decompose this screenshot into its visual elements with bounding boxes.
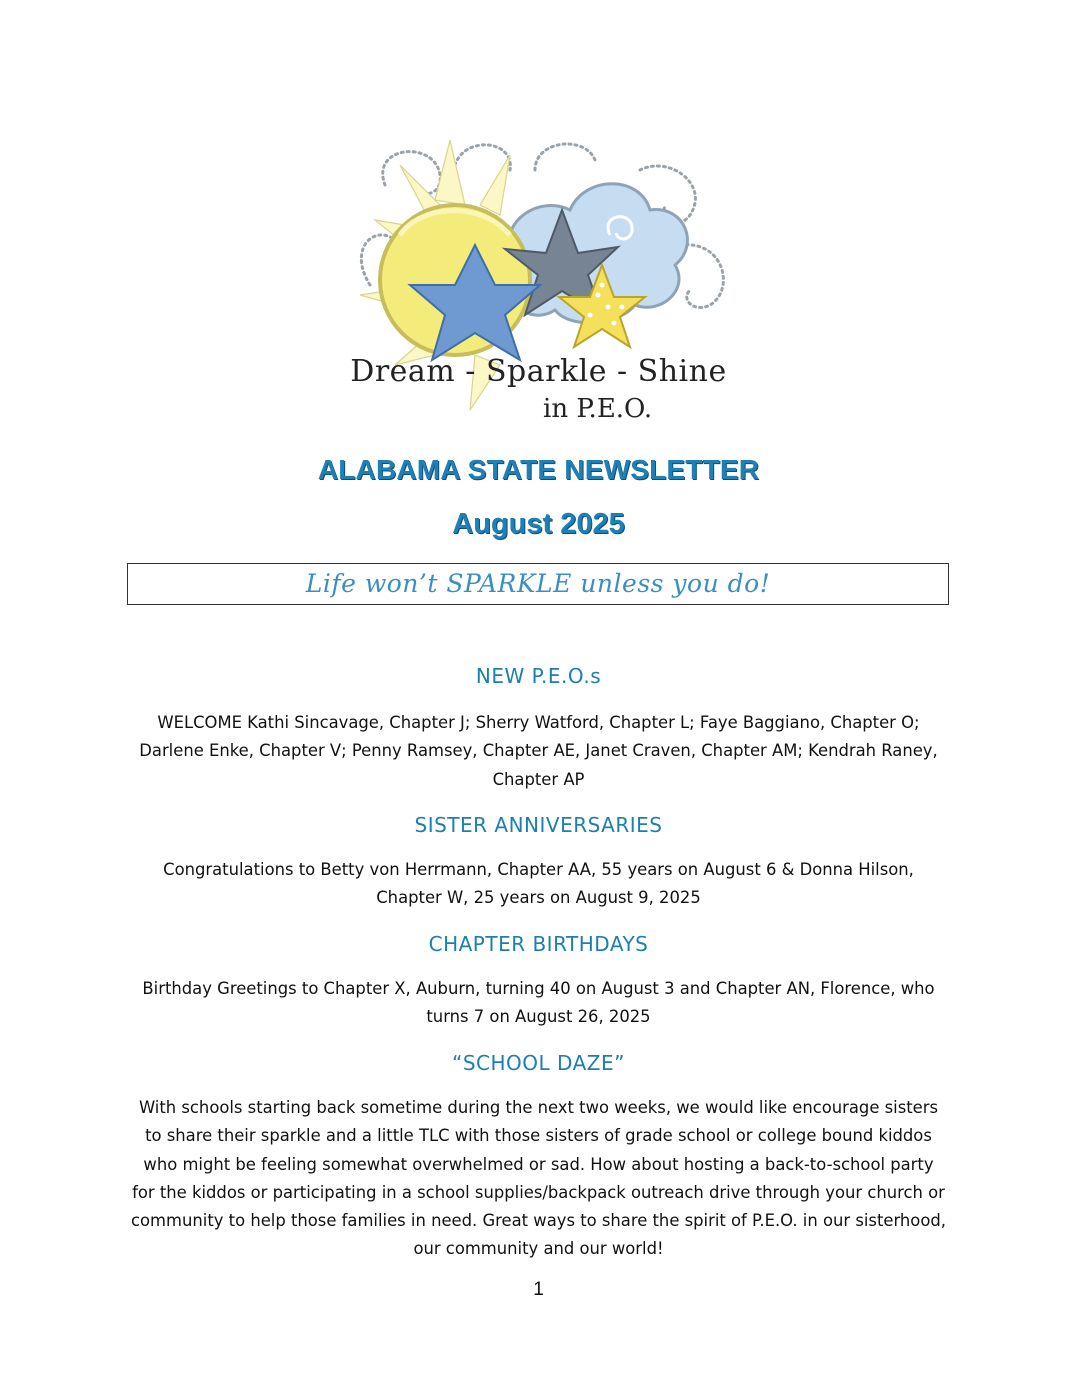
section-heading-school-daze: “SCHOOL DAZE” <box>452 1051 625 1075</box>
section-body-school-daze: With schools starting back sometime during the next two weeks, we would like encourage sisters to share their sparkle and a little TLC with those sisters of grade school or college bound kiddos who might be feeling somewhat overwhelmed or sad. How about hosting a back-to-school party for the kiddos or participating in a school supplies/backpack outreach drive through your church or community to help those families in need. Great ways to share the spirit of P.E.O. in our sisterhood, our community and our world! <box>131 1098 946 1259</box>
section-body-sister-anniversaries: Congratulations to Betty von Herrmann, Chapter AA, 55 years on August 6 & Donna Hilson, Chapter W, 25 years on August 9, 2025 <box>163 860 914 908</box>
section-body-chapter-birthdays: Birthday Greetings to Chapter X, Auburn, turning 40 on August 3 and Chapter AN, Florence, who turns 7 on August 26, 2025 <box>142 979 935 1027</box>
page-number: 1 <box>533 1279 544 1300</box>
section-heading-new-peos: NEW P.E.O.s <box>475 664 602 688</box>
logo-tagline-line1: Dream - Sparkle - Shine <box>350 354 727 389</box>
motto-text: Life won’t SPARKLE unless you do! <box>305 569 771 598</box>
newsletter-title: ALABAMA STATE NEWSLETTER <box>317 454 760 485</box>
section-heading-sister-anniversaries: SISTER ANNIVERSARIES <box>414 813 663 837</box>
motto-box <box>127 563 949 605</box>
logo-tagline-line2: in P.E.O. <box>543 394 653 424</box>
section-body-new-peos: WELCOME Kathi Sincavage, Chapter J; Sherry Watford, Chapter L; Faye Baggiano, Chapter O; Darlene Enke, Chapter V; Penny Ramsey, Chapter AE, Janet Craven, Chapter AM; Kendrah Raney, Chapter AP <box>139 713 938 789</box>
newsletter-date: August 2025 <box>452 508 625 540</box>
section-heading-chapter-birthdays: CHAPTER BIRTHDAYS <box>428 932 649 956</box>
